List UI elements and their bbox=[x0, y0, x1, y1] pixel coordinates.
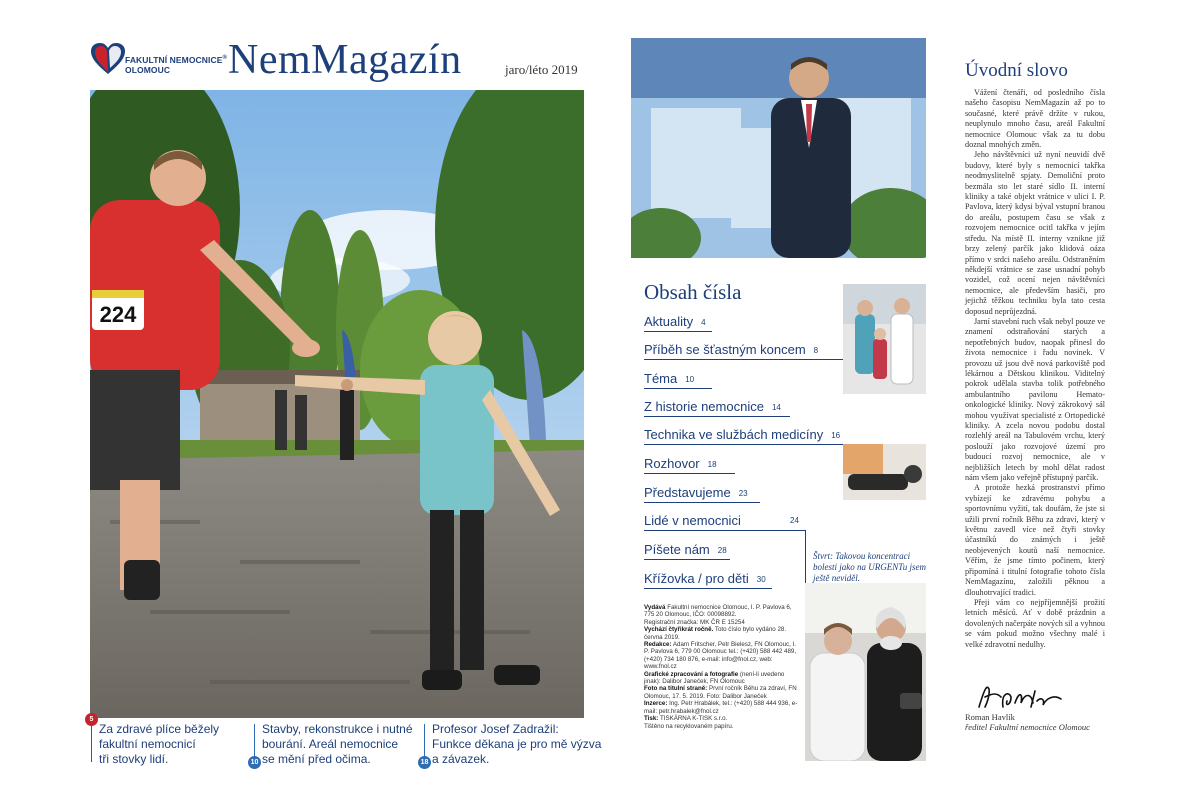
toc-item-page: 24 bbox=[790, 516, 799, 525]
toc-item[interactable] bbox=[644, 542, 727, 557]
imprint-text: Ing. Petr Hrabálek, tel.: (+420) 588 444 936, e-mail: petr.hrabalek@fnol.cz bbox=[644, 700, 798, 715]
intro-body bbox=[965, 88, 1105, 650]
toc-underline bbox=[644, 444, 843, 445]
toc-item-label: Technika ve službách medicíny bbox=[644, 427, 824, 442]
hospital-logo bbox=[90, 42, 230, 82]
toc-underline bbox=[644, 502, 760, 503]
intro-paragraph: Jarní stavební ruch však nebyl pouze ve znamení odstraňování starých a nepotřebných budov, naopak přinesl do života nemocnice i řadu novinek. V provozu už jsou dvě nová parkoviště pod lékárnou a Dětskou klinikou. Viditelný pokrok udělala stavba tolik potřebného ambulantního pavilonu Hemato-onkologické kliniky. Nový zákrokový sál mohou využívat specialisté z Ortopedické kliniky. A zcela novou podobu dostal rozlehlý areál na Tabulovém vrchu, který poslouží jako rozvojové území pro budoucí rozvoj nemocnice, ale v nejbližších letech by mohl dělat radost nám všem jako veřejně přístupný parčík. bbox=[965, 316, 1105, 483]
cover-illustration bbox=[90, 90, 584, 718]
signer-name: Roman Havlík bbox=[965, 712, 1015, 722]
toc-item[interactable] bbox=[644, 314, 706, 329]
toc-item-label: Píšete nám bbox=[644, 542, 710, 557]
imprint-line bbox=[644, 604, 798, 619]
intro-title: Úvodní slovo bbox=[965, 60, 1068, 81]
imprint-line bbox=[644, 715, 798, 722]
signature-image bbox=[975, 683, 1065, 711]
toc-item[interactable] bbox=[644, 485, 748, 500]
toc-item-page: 4 bbox=[701, 318, 706, 328]
imprint-text: První ročník Běhu za zdraví, FN Olomouc, 17. 5. 2019. Foto: Dalibor Janeček bbox=[644, 685, 797, 700]
imprint-text: Registrační značka: MK ČR E 15254 bbox=[644, 618, 745, 626]
intro-paragraph: Přeji vám co nejpříjemnější prožití letních měsíců. Ať v době prázdnin a dovolených načerpáte nových sil a vyhnou se vám pokud možno všechny malé i velké zdravotní nedulhy. bbox=[965, 597, 1105, 649]
toc-item-label: Téma bbox=[644, 371, 678, 386]
toc-underline bbox=[644, 388, 712, 389]
toc-item[interactable] bbox=[644, 456, 717, 471]
imprint-line bbox=[644, 671, 798, 686]
toc-connector-line bbox=[805, 530, 806, 586]
teaser-line-1 bbox=[91, 724, 92, 762]
imprint bbox=[644, 604, 798, 730]
imprint-label: Inzerce: bbox=[644, 700, 668, 708]
intro-paragraph: Jeho návštěvníci už nyní neuvidí dvě budovy, které byly s nemocnicí takřka neodmyslitelně spjaty. Demoliční proto bezmála sto let staré sídlo II. interní kliniky a také objekt vrátnice v ulici I. P. Pavlova, který kdysi býval vstupní branou do areálu, postupem času se však z rozvojem nemocnice ocitl takřka v jejím středu. Na místě II. interny vznikne již brzy zelený parčík jako klidová oáza přímo v srdci našeho areálu. Odstraněním někdejší vrátnice se zase usnadní pohyb vozidel, což ocení nejen návštěvníci nemocnice, ale především hasiči, pro jejichž těžkou techniku byla tato cesta doposud neprůjezdná. bbox=[965, 150, 1105, 316]
toc-thumb-family bbox=[843, 284, 926, 394]
toc-thumb-technology bbox=[843, 444, 926, 500]
intro-paragraph: Vážení čtenáři, od posledního čísla našeho časopisu NemMagazín až po to současné, které právě držíte v rukou, neuplynulo mnoho času, areál Fakultní nemocnice Olomouc však za tu dobu doznal mnohých změn. bbox=[965, 88, 1105, 150]
imprint-line bbox=[644, 723, 798, 730]
imprint-line bbox=[644, 641, 798, 671]
imprint-text: Adam Fritscher, Petr Bielesz, FN Olomouc, I. P. Pavlova 6, 779 00 Olomouc tel.: (+420) 588 442 489, (+420) 734 180 876, e-mail: info@fnol.cz, web: www.fnol.cz bbox=[644, 641, 797, 671]
imprint-line bbox=[644, 626, 798, 641]
toc-item-label: Aktuality bbox=[644, 314, 694, 329]
imprint-line bbox=[644, 685, 798, 700]
toc-item-page: 16 bbox=[831, 431, 841, 441]
issue-label: jaro/léto 2019 bbox=[505, 62, 578, 77]
teaser-1[interactable]: Za zdravé plíce běžely fakultní nemocnicí tři stovky lidí. bbox=[99, 722, 220, 766]
teaser-2[interactable]: Stavby, rekonstrukce i nutné bourání. Areál nemocnice se mění před očima. bbox=[262, 722, 413, 766]
photo-caption-quote: Štvrt: Takovou koncentraci bolesti jako na URGENTu jsem ještě neviděl. bbox=[813, 551, 926, 583]
director-illustration bbox=[631, 38, 926, 258]
toc-underline bbox=[644, 359, 843, 360]
imprint-label: Vychází čtyřikrát ročně. bbox=[644, 626, 714, 634]
magazine-title: NemMagazín bbox=[228, 37, 462, 83]
imprint-label: Grafické zpracování a fotografie bbox=[644, 670, 739, 678]
teaser-page-badge-3: 18 bbox=[418, 756, 431, 769]
toc-item-label: Lidé v nemocnici bbox=[644, 513, 741, 528]
signer-role: ředitel Fakultní nemocnice Olomouc bbox=[965, 722, 1090, 732]
imprint-text: Tištěno na recyklovaném papíru. bbox=[644, 722, 734, 730]
toc-underline bbox=[644, 588, 772, 589]
toc-item[interactable] bbox=[644, 571, 766, 586]
toc-item-label: Příběh se šťastným koncem bbox=[644, 342, 806, 357]
toc-underline bbox=[644, 473, 735, 474]
toc-item[interactable] bbox=[644, 427, 840, 442]
cover-photo bbox=[90, 90, 584, 718]
toc-item-page: 28 bbox=[717, 546, 727, 556]
imprint-label: Tisk: bbox=[644, 715, 659, 723]
toc-underline bbox=[644, 331, 712, 332]
toc-thumb-people bbox=[805, 583, 926, 761]
toc-item[interactable] bbox=[644, 342, 818, 357]
imprint-line bbox=[644, 700, 798, 715]
imprint-text: (není-li uvedeno jinak): Dalibor Janeček, FN Olomouc bbox=[644, 670, 785, 686]
intro-paragraph: A protože hezká prostranství přímo vybízejí ke zdravému pohybu a sportovnímu vyžití, tak doufám, že jste si užili první ročník Běhu za zdraví, který v květnu zavedl více než čtyři stovky účastníků do známých i ještě neobjevených koutů naší nemocnice. Věřím, že jsme tímto počinem, který připomíná i titulní fotografie tohoto čísla NemMagazínu, založili pěknou a dlouhotrvající tradici. bbox=[965, 483, 1105, 597]
heart-logo-icon bbox=[90, 42, 126, 76]
director-photo bbox=[631, 38, 926, 258]
teaser-page-badge-1: 5 bbox=[85, 713, 98, 726]
toc-item-page: 30 bbox=[756, 575, 766, 585]
toc-item-page: 14 bbox=[771, 403, 781, 413]
imprint-label: Foto na titulní straně: bbox=[644, 685, 708, 693]
toc-item-label: Představujeme bbox=[644, 485, 731, 500]
bib-number: 224 bbox=[99, 302, 137, 327]
imprint-text: TISKÁRNA K-TISK s.r.o. bbox=[659, 715, 728, 723]
toc-underline bbox=[644, 559, 730, 560]
toc-underline bbox=[644, 530, 805, 531]
toc-item-page: 23 bbox=[738, 489, 748, 499]
imprint-line bbox=[644, 619, 798, 626]
toc-item-label: Křížovka / pro děti bbox=[644, 571, 749, 586]
teaser-3[interactable]: Profesor Josef Zadražil: Funkce děkana je pro mě výzva a závazek. bbox=[432, 722, 602, 766]
toc-underline bbox=[644, 416, 790, 417]
toc-item-page: 18 bbox=[707, 460, 717, 470]
imprint-text: Fakultní nemocnice Olomouc, I. P. Pavlova 6, 775 20 Olomouc, IČO: 00098892. bbox=[644, 604, 792, 619]
teaser-page-badge-2: 10 bbox=[248, 756, 261, 769]
imprint-label: Vydává bbox=[644, 604, 666, 611]
toc-item-label: Rozhovor bbox=[644, 456, 700, 471]
logo-text: FAKULTNÍ NEMOCNICE® OLOMOUC bbox=[125, 54, 228, 75]
toc-item[interactable] bbox=[644, 371, 694, 386]
toc-item-label: Z historie nemocnice bbox=[644, 399, 764, 414]
imprint-label: Redakce: bbox=[644, 641, 672, 649]
toc-item[interactable] bbox=[644, 513, 799, 528]
toc-item[interactable] bbox=[644, 399, 781, 414]
toc-title: Obsah čísla bbox=[644, 280, 742, 304]
toc-item-page: 10 bbox=[685, 375, 695, 385]
imprint-text: Toto číslo bylo vydáno 28. června 2019. bbox=[644, 626, 787, 641]
toc-item-page: 8 bbox=[813, 346, 819, 356]
